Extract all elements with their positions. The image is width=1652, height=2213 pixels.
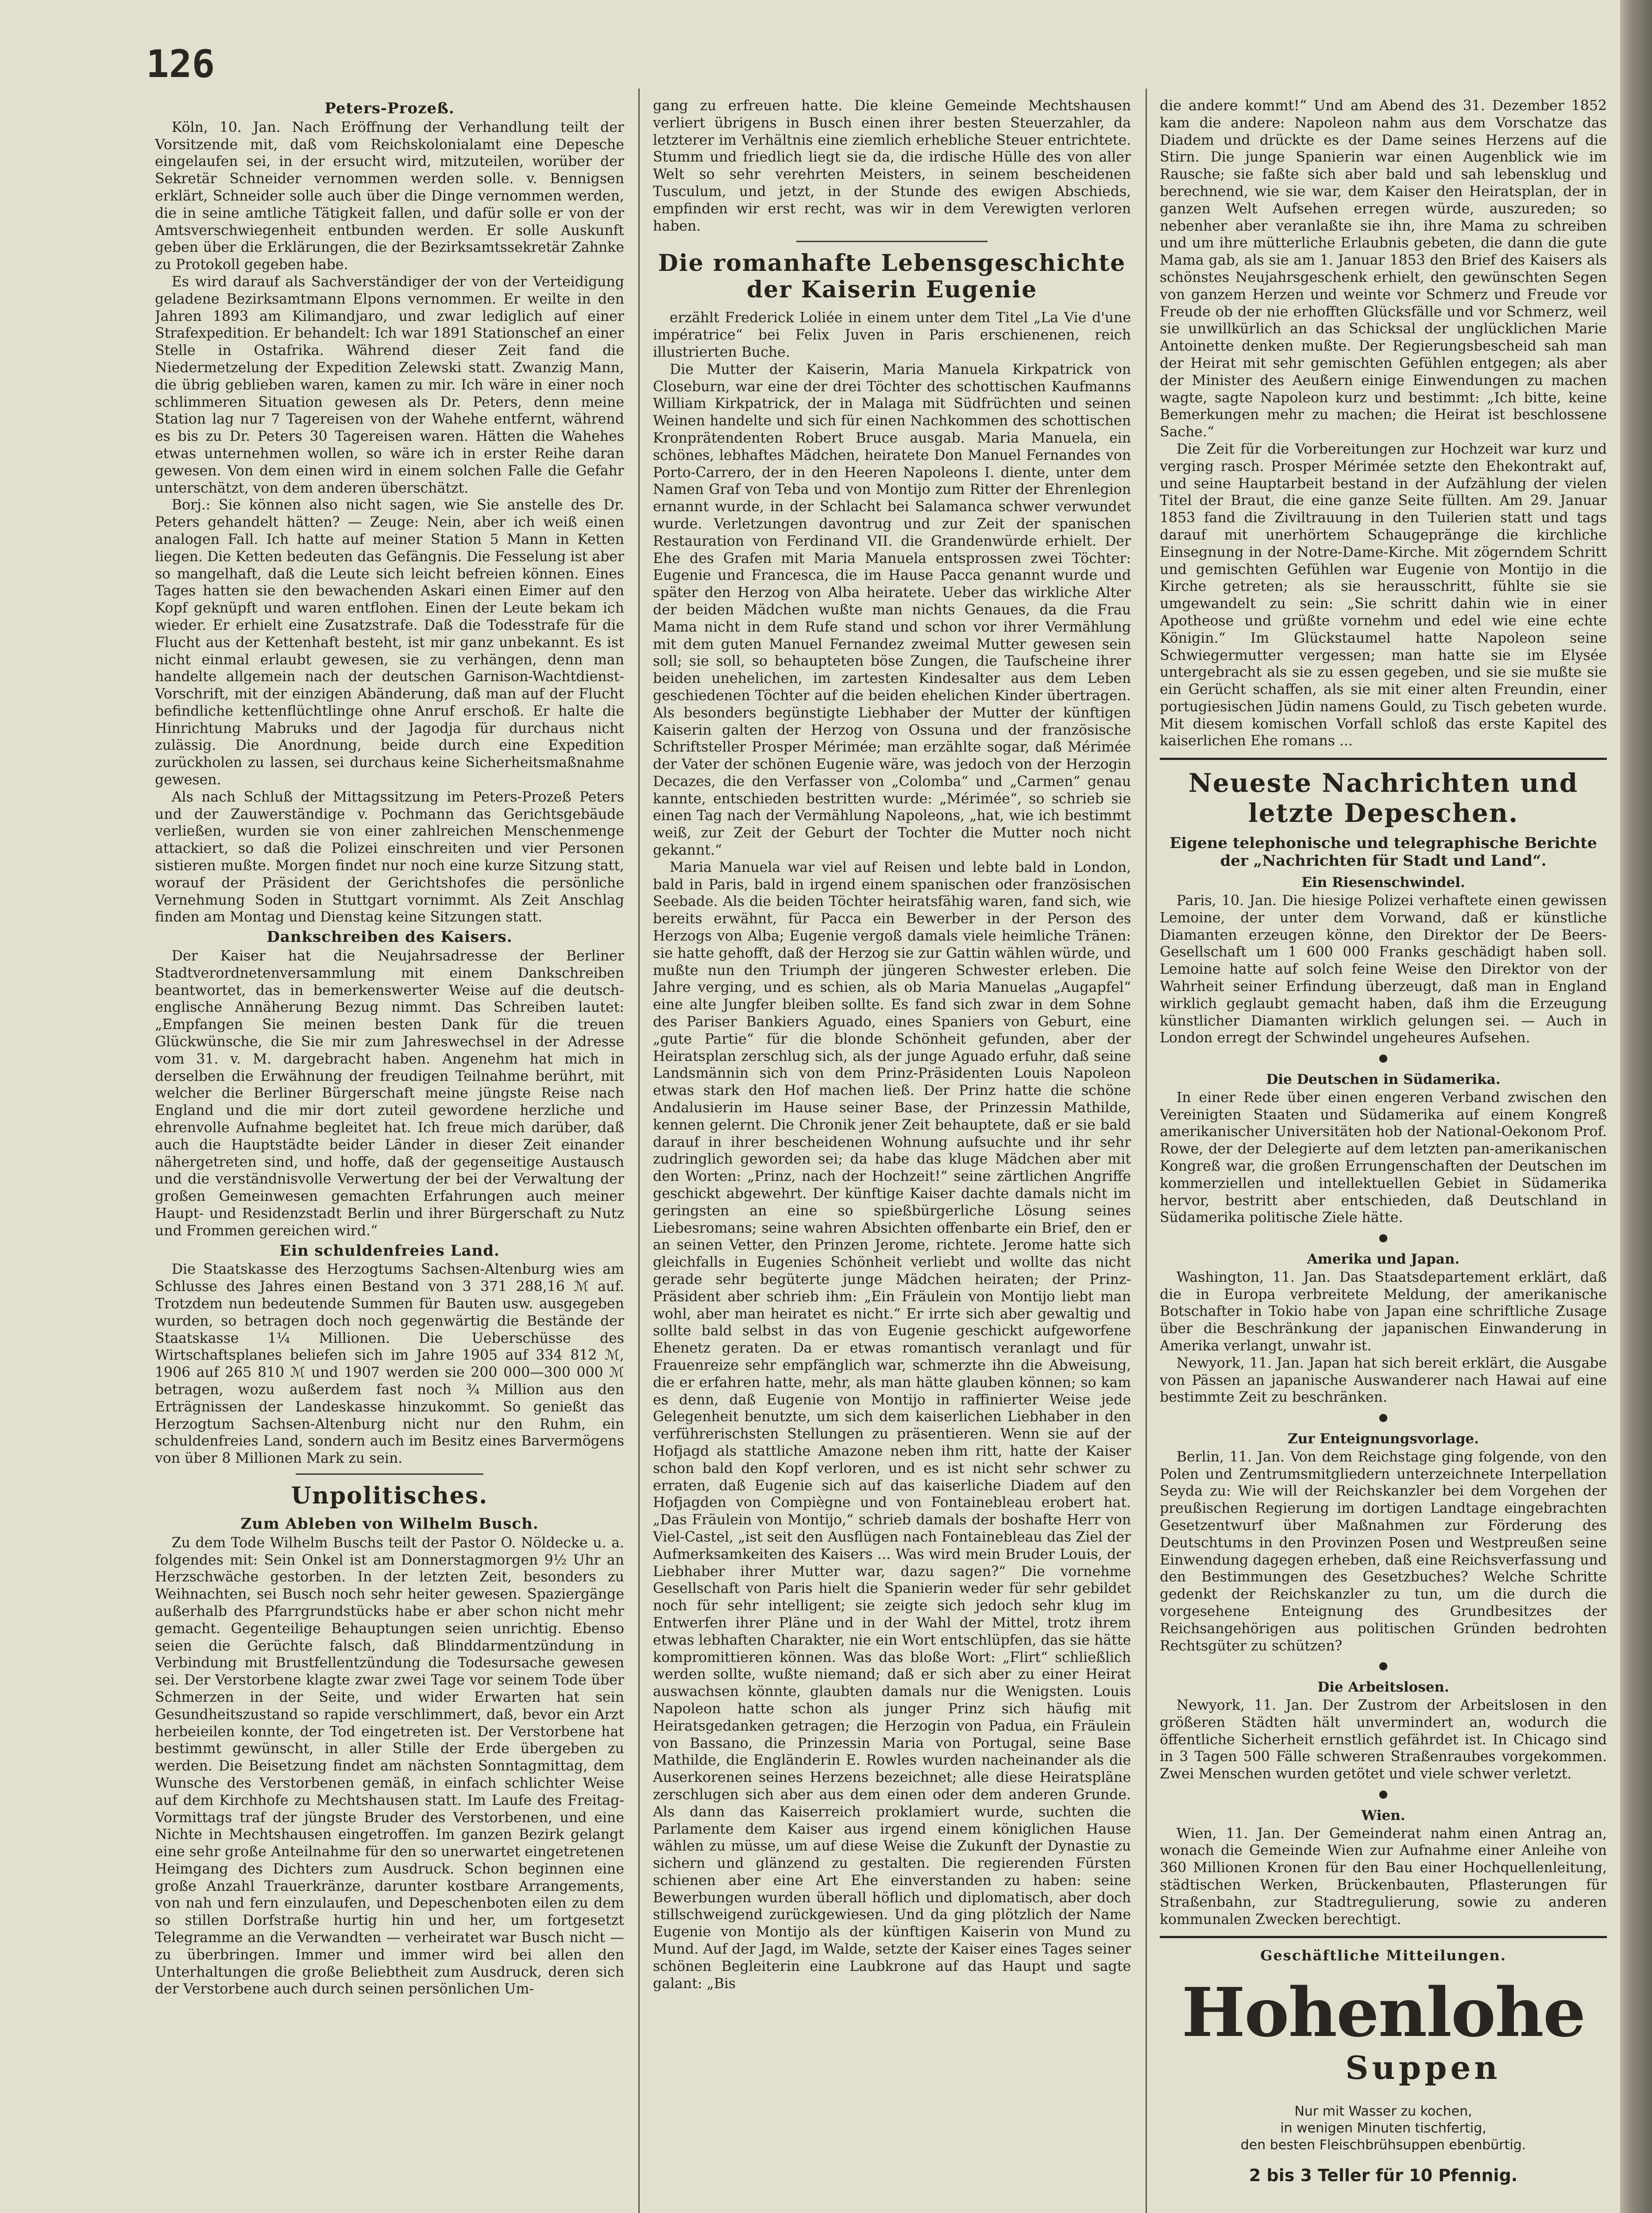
article-paragraph: Als nach Schluß der Mittagssitzung im Peters-Prozeß Peters und der Zauwerständige v. Pochmann das Gerichtsgebäude verließen, wurden sie von einer zahlreichen Menschenmenge attackiert, so daß die Polizei einschreiten und vier Personen sistieren mußte. Morgen findet nur noch eine kurze Sitzung statt, worauf der Präsident der Gerichtshofes die persönliche Vernehmung Soden in Stuttgart vornimmt. Als Zeit Anschlag finden am Montag und Dienstag keine Sitzungen statt. bbox=[155, 789, 624, 925]
article-paragraph: Es wird darauf als Sachverständiger der von der Verteidigung geladene Bezirksamtmann Elpons vernommen. Er weilte in den Jahren 1893 am Kilimandjaro, und zwar lediglich auf einer Strafexpedition. Er behandelt: Ich war 1891 Stationschef an einer Stelle in Ostafrika. Während dieser Zeit fand die Niedermetzelung der Expedition Zelewski statt. Zwanzig Mann, die übrig geblieben waren, kamen zu mir. Ich wäre in einer noch schlimmeren Situation gewesen als Dr. Peters, denn meine Station lag nur 7 Tagereisen von der Wahehe entfernt, während es bis zu Dr. Peters 30 Tagereisen waren. Hätten die Wahehes etwas unternehmen wollen, so wäre ich in erster Reihe daran gewesen. Von dem einen wird in einem solchen Falle die Gefahr unterschätzt, von dem anderen überschätzt. bbox=[155, 274, 624, 496]
article-paragraph: Borj.: Sie können also nicht sagen, wie Sie anstelle des Dr. Peters gehandelt hätten? — Zeuge: Nein, aber ich weiß einen analogen Fall. Ich hatte auf meiner Station 5 Mann in Ketten liegen. Die Ketten bedeuten das Gefängnis. Die Fesselung ist aber so mangelhaft, daß die Leute sich leicht befreien können. Eines Tages hatten sie den bewachenden Askari einen Eimer auf den Kopf geknüpft und waren entflohen. Einen der Leute bekam ich wieder. Er erhielt eine Zusatzstrafe. Daß die Todesstrafe für die Flucht aus der Kettenhaft besteht, ist mir ganz unbekannt. Es ist nicht einmal erlaubt gewesen, sie zu verhängen, denn man handelte allgemein nach der deutschen Garnison-Wachtdienst-Vorschrift, mit der einzigen Abänderung, daß man auf der Flucht befindliche kettenflüchtlinge ohne Anruf erschoß. Er halte die Hinrichtung Mabruks und der Jagodja für durchaus nicht zulässig. Die Anordnung, beide durch eine Expedition zurückholen zu lassen, sei durchaus keine Sicherheitsmaßnahme gewesen. bbox=[155, 497, 624, 788]
separator-dot: ● bbox=[1378, 1787, 1388, 1800]
divider bbox=[1160, 1936, 1607, 1938]
heading-wien: Wien. bbox=[1361, 1807, 1405, 1824]
article-paragraph: In einer Rede über einen engeren Verband zwischen den Vereinigten Staaten und Südamerika auf einem Kongreß amerikanischer Universitäten hob der National-Oekonom Prof. Rowe, der der Delegierte auf dem letzten pan-amerikanischen Kongreß war, die großen Errungenschaften der Deutschen im kommerziellen und intellektuellen Gebiet in Südamerika hervor, bestritt aber entschieden, daß Deutschland in Südamerika politische Ziele hätte. bbox=[1160, 1089, 1607, 1226]
article-paragraph: erzählt Frederick Loliée in einem unter dem Titel „La Vie d'une impératrice“ bei Felix Juven in Paris erschienenen, reich illustrierten Buche. bbox=[653, 310, 1131, 360]
article-paragraph: Wien, 11. Jan. Der Gemeinderat nahm einen Antrag an, wonach die Gemeinde Wien zur Aufnahme einer Anleihe von 360 Millionen Kronen für den Bau einer Hochquellenleitung, städtischen Werken, Brückenbauten, Pflasterungen für Straßenbahn, zur Stadtregulierung, sowie zu anderen kommunalen Zwecken berechtigt. bbox=[1160, 1825, 1607, 1928]
heading-dankschreiben: Dankschreiben des Kaisers. bbox=[266, 928, 513, 946]
heading-neueste-nachrichten: Neueste Nachrichten und letzte Depeschen. bbox=[1188, 768, 1579, 829]
article-paragraph: Zu dem Tode Wilhelm Buschs teilt der Pastor O. Nöldecke u. a. folgendes mit: Sein Onkel ist am Donnerstagmorgen 9½ Uhr an Herzschwäche gestorben. In der letzten Zeit, besonders zu Weihnachten, sei Busch noch sehr heiter gewesen. Spaziergänge außerhalb des Pfarrgrundstücks habe er aber schon nicht mehr gemacht. Gegenteilige Behauptungen seien unrichtig. Ebenso seien die Gerüchte falsch, daß Blinddarmentzündung in Verbindung mit Brustfellentzündung die Todesursache gewesen sei. Der Verstorbene klagte zwar zwei Tage vor seinem Tode über Schmerzen in der Seite, und wider Erwarten hat sein Gesundheitszustand so rapide verschlimmert, daß, bevor ein Arzt herbeieilen konnte, der Tod eingetreten ist. Der Verstorbene hat bestimmt gewünscht, in aller Stille der Erde übergeben zu werden. Die Beisetzung findet am nächsten Sonntagmittag, dem Wunsche des Verstorbenen gemäß, in einfach schlichter Weise auf dem Kirchhofe zu Mechtshausen statt. Im Laufe des Freitag-Vormittags traf der jüngste Bruder des Verstorbenen, und eine Nichte in Mechtshausen eingetroffen. Im ganzen Bezirk gelangt eine sehr große Anteilnahme für den so unerwartet eingetretenen Heimgang des Dichters zum Ausdruck. Schon beginnen eine große Anzahl Trauerkränze, darunter kostbare Arrangements, von nah und fern einzulaufen, und Depeschenboten eilen zu dem so stillen Dorfstraße hurtig hin und her, um fortgesetzt Telegramme an die Verwandten — verheiratet war Busch nicht — zu überbringen. Immer und immer wird bei allen den Unterhaltungen die große Beliebtheit zum Ausdruck, deren sich der Verstorbene auch durch seinen persönlichen Um- bbox=[155, 1534, 624, 1997]
article-paragraph: Washington, 11. Jan. Das Staatsdepartement erklärt, daß die in Europa verbreitete Meldung, der amerikanische Botschafter in Tokio habe von Japan eine schriftliche Zusage über die Beschränkung der japanischen Einwanderung in Amerika verlangt, unwahr ist. bbox=[1160, 1269, 1607, 1354]
article-paragraph: Die Zeit für die Vorbereitungen zur Hochzeit war kurz und verging rasch. Prosper Mérimée setzte den Ehekontrakt auf, und seine Hauptarbeit bestand in der Aufzählung der vielen Titel der Braut, die eine ganze Seite füllten. Am 29. Januar 1853 fand die Ziviltrauung in den Tuilerien statt und tags darauf mit unerhörtem Schaugepränge die kirchliche Einsegnung in der Notre-Dame-Kirche. Mit zögerndem Schritt und gemischten Gefühlen war Eugenie von Montijo in die Kirche getreten; als sie herausschritt, fühlte sie sie umgewandelt zu sein: „Sie schritt dahin wie in einer Apotheose und grüßte vornehm und edel wie eine echte Königin.“ Im Glückstaumel hatte Napoleon seine Schwiegermutter vergessen; man hatte sie im Elysée untergebracht als sie zu essen gegeben, und sie sie mußte sie ein Gerücht schaffen, als sie mit einer alten Freundin, einer portugiesischen Jüdin namens Gould, zu Tisch gebeten wurde. Mit diesem komischen Vorfall schloß das erste Kapitel des kaiserlichen Ehe romans ... bbox=[1160, 441, 1607, 749]
article-paragraph: Maria Manuela war viel auf Reisen und lebte bald in London, bald in Paris, bald in irgend einem spanischen oder französischen Seebade. Als die beiden Töchter heiratsfähig waren, fand sich, wie bereits erwähnt, für Pacca ein Bewerber in der Person des Herzogs von Alba; Eugenie vergoß damals viele heimliche Tränen: sie hatte gehofft, daß der Herzog sie zur Gattin wählen würde, und mußte nun den Triumph der jüngeren Schwester erleben. Die Jahre verging, und es schien, als ob Maria Manuelas „Augapfel“ eine alte Jungfer bleiben sollte. Es fand sich zwar in dem Sohne des Pariser Bankiers Aguado, eines Spaniers von Geburt, eine „gute Partie“ für die blonde Schönheit gefunden, aber der Heiratsplan zerschlug sich, als der junge Aguado erfuhr, daß seine Landsmännin sich von dem Prinz-Präsidenten Louis Napoleon etwas stark den Hof machen ließ. Der Prinz hatte die schöne Andalusierin im Hause seiner Base, der Prinzessin Mathilde, kennen gelernt. Die Chronik jener Zeit behauptete, daß er sie bald darauf in ihrer bescheidenen Wohnung aufsuchte und ihr sehr zudringlich geworden sei; da habe das kluge Mädchen aber mit den Worten: „Prinz, nach der Hochzeit!“ seine zärtlichen Angriffe geschickt abgewehrt. Der künftige Kaiser dachte damals nicht im geringsten an eine so spießbürgerliche Lösung seines Liebesromans; seine wahren Absichten offenbarte ein Brief, den er an seinen Vetter, den Prinzen Jerome, richtete. Jerome hatte sich gleichfalls in Eugenies Schönheit verliebt und wollte das nicht gerade sehr begüterte junge Mädchen heiraten; der Prinz-Präsident aber schrieb ihm: „Ein Fräulein von Montijo liebt man wohl, aber man heiratet es nicht.“ Er irrte sich aber gewaltig und sollte bald selbst in das von Eugenie geschickt aufgeworfene Ehenetz geraten. Da er etwas romantisch veranlagt und für Frauenreize sehr empfänglich war, schmerzte ihn die Abweisung, die er erfahren hatte, mehr, als man hätte glauben können; so kam es denn, daß Eugenie von Montijo in raffinierter Weise jede Gelegenheit benutzte, um sich dem kaiserlichen Liebhaber in den verführerischsten Stellungen zu präsentieren. Wenn sie auf der Hofjagd als stattliche Amazone neben ihm ritt, hatte der Kaiser schon bald den Kopf verloren, und es ist nicht sehr schwer zu erraten, daß Eugenie sich auf das kaiserliche Diadem auf den Hofjagden von Compiègne und von Fontainebleau erobert hat. „Das Fräulein von Montijo,“ schrieb damals der boshafte Herr von Viel-Castel, „ist seit den Ausflügen nach Fontainebleau das Ziel der Aufmerksamkeiten des Kaisers ... Was wird mein Bruder Louis, der Liebhaber ihrer Mutter war, dazu sagen?“ Die vornehme Gesellschaft von Paris hielt die Spanierin weder für sehr gebildet noch für sehr intelligent; sie zeigte sich jedoch sehr klug im Entwerfen ihrer Pläne und in der Wahl der Mittel, trotz ihrem etwas lebhaften Charakter, nie ein Wort entschlüpfen, das sie hätte kompromittieren können. Was das bloße Wort: „Flirt“ schließlich werden sollte, wußte niemand; daß er sich aber zu einer Heirat auswachsen könnte, glaubten damals nur die Wenigsten. Louis Napoleon hatte schon als junger Prinz sich häufig mit Heiratsgedanken getragen; die Herzogin von Padua, ein Fräulein von Bassano, die Prinzessin Maria von Portugal, seine Base Mathilde, die Engländerin E. Rowles wurden nacheinander als die Auserkorenen seines Herzens bezeichnet; alle diese Heiratspläne zerschlugen sich aber aus dem einen oder dem anderen Grunde. Als dann das Kaiserreich proklamiert wurde, suchten die Parlamente dem Kaiser aus irgend einem königlichen Hause wählen zu müsse, um auf diese Weise die Zukunft der Dynastie zu sichern und glänzend zu gestalten. Die regierenden Fürsten schienen aber eine Art Ehe einverstanden zu haben: seine Bewerbungen wurden überall höflich und diplomatisch, aber doch stillschweigend zurückgewiesen. Und da ging plötzlich der Name Eugenie von Montijo als der künftigen Kaiserin von Mund zu Mund. Auf der Jagd, im Walde, setzte der Kaiser eines Tages seiner schönen Begleiterin eine Laubkrone auf das Haupt und sagte galant: „Bis bbox=[653, 859, 1131, 1992]
ad-brand: Hohenlohe bbox=[1181, 1973, 1585, 2052]
subheading-berichte: Eigene telephonische und telegraphische Berichte der „Nachrichten für Stadt und Land“. bbox=[1170, 834, 1597, 870]
column-rule bbox=[1146, 89, 1147, 2213]
divider bbox=[296, 1473, 483, 1475]
divider bbox=[796, 241, 988, 242]
heading-arbeitslose: Die Arbeitslosen. bbox=[1317, 1679, 1449, 1696]
article-paragraph: Köln, 10. Jan. Nach Eröffnung der Verhandlung teilt der Vorsitzende mit, daß vom Reichskolonialamt eine Depesche eingelaufen sei, in der ersucht wird, mitzuteilen, worüber der Sekretär Schneider vernommen werden solle. v. Bennigsen erklärt, Schneider solle auch über die Dinge vernommen werden, die in seine amtliche Tätigkeit fallen, und dafür solle er von der Amtsverschwiegenheit entbunden werden. Er solle Auskunft geben über die Erklärungen, die der Bezirksamtssekretär Zahnke zu Protokoll gegeben habe. bbox=[155, 119, 624, 273]
column-rule bbox=[638, 89, 640, 2213]
heading-kaiserin-eugenie: Die romanhafte Lebensgeschichte der Kaiserin Eugenie bbox=[658, 250, 1126, 304]
page-number: 126 bbox=[146, 42, 215, 86]
heading-peters-prozess: Peters-Prozeß. bbox=[324, 100, 455, 117]
article-paragraph: die andere kommt!“ Und am Abend des 31. Dezember 1852 kam die andere: Napoleon nahm aus dem Vorschatze das Diadem und drückte es der Dame seines Herzens auf die Stirn. Die junge Spanierin war einen Augenblick wie im Rausche; sie faßte sich aber bald und sah lebensklug und berechnend, wie sie war, dem Kaiser den Heiratsplan, der in ganzen Welt Aufsehen erregen würde, auszureden; so nebenher aber veranlaßte sie ihn, ihre Mama zu schreiben und um ihre mütterliche Erlaubnis gebeten, die dann die gute Mama gab, als sie am 1. Januar 1853 den Brief des Kaisers als schönstes Neujahrsgeschenk erhielt, den gewünschten Segen von ganzem Herzen und weinte vor Schmerz und Freude vor Freude ob der nie erhofften Glücksfälle und vor Schmerz, weil sie unwillkürlich an das Schicksal der unglücklichen Marie Antoinette denken mußte. Der Regierungsbescheid sah man der Heirat mit sehr gemischten Gefühlen entgegen; als aber der Minister des Aeußern einige Einwendungen zu machen wagte, sagte Napoleon kurz und bestimmt: „Ich bitte, keine Bemerkungen mehr zu machen; die Heirat ist beschlossene Sache.“ bbox=[1160, 98, 1607, 440]
ad-line: Nur mit Wasser zu kochen, bbox=[1294, 2104, 1472, 2120]
heading-enteignung: Zur Enteignungsvorlage. bbox=[1288, 1430, 1479, 1447]
article-paragraph: Die Mutter der Kaiserin, Maria Manuela Kirkpatrick von Closeburn, war eine der drei Töchter des schottischen Kaufmanns William Kirkpatrick, der in Malaga mit Südfrüchten und seinen Weinen handelte und sich für einen Nachkommen des schottischen Kronprätendenten Robert Bruce ausgab. Maria Manuela, ein schönes, lebhaftes Mädchen, heiratete Don Manuel Fernandes von Porto-Carrero, der in den Heeren Napoleons I. diente, unter dem Namen Graf von Teba und von Montijo zum Ritter der Ehrenlegion ernannt wurde, in der Schlacht bei Salamanca schwer verwundet wurde. Verletzungen davontrug und zur Zeit der spanischen Restauration von Ferdinand VII. die Grandenwürde erhielt. Der Ehe des Grafen mit Maria Manuela entsprossen zwei Töchter: Eugenie und Francesca, die im Hause Pacca genannt wurde und später den Herzog von Alba heiratete. Ueber das wirkliche Alter der beiden Mädchen wußte man nichts Genaues, da die Frau Mama nicht in dem Rufe stand und schon vor ihrer Vermählung mit dem guten Manuel Fernandez zweimal Mutter gewesen sein soll; sie soll, so behaupteten böse Zungen, die Taufscheine ihrer beiden unehelichen, im zartesten Kindesalter aus dem Leben geschiedenen Töchter auf die beiden ehelichen Kinder übertragen. Als besonders begünstigte Liebhaber der Mutter der künftigen Kaiserin galten der Herzog von Ossuna und der französische Schriftsteller Prosper Mérimée; man erzählte sogar, daß Mérimée der Vater der schönen Eugenie wäre, was jedoch von der Herzogin Decazes, die den Verfasser von „Colomba“ und „Carmen“ genau kannte, entschieden bestritten wurde: „Mérimée“, so schrieb sie einen Tag nach der Vermählung Napoleons, „hat, wie ich bestimmt weiß, zur Zeit der Geburt der Tochter die Mutter noch nicht gekannt.“ bbox=[653, 361, 1131, 859]
separator-dot: ● bbox=[1378, 1659, 1388, 1672]
separator-dot: ● bbox=[1378, 1231, 1388, 1244]
ad-price: 2 bis 3 Teller für 10 Pfennig. bbox=[1249, 2166, 1518, 2186]
heading-riesenschwindel: Ein Riesenschwindel. bbox=[1301, 875, 1465, 891]
ad-line: in wenigen Minuten tischfertig, bbox=[1280, 2120, 1486, 2136]
article-paragraph: Newyork, 11. Jan. Japan hat sich bereit erklärt, die Ausgabe von Pässen an japanische Auswanderer nach Hawai auf eine bestimmte Zeit zu beschränken. bbox=[1160, 1355, 1607, 1406]
page-edge bbox=[1620, 0, 1652, 2213]
heading-unpolitisches: Unpolitisches. bbox=[291, 1482, 488, 1509]
column-1 bbox=[155, 97, 624, 2213]
heading-busch: Zum Ableben von Wilhelm Busch. bbox=[240, 1515, 539, 1533]
heading-schuldenfreies-land: Ein schuldenfreies Land. bbox=[279, 1241, 500, 1260]
article-paragraph: Der Kaiser hat die Neujahrsadresse der Berliner Stadtverordnetenversammlung mit einem Dankschreiben beantwortet, das in bemerkenswerter Weise auf die deutsch-englische Annäherung Bezug nimmt. Das Schreiben lautet: „Empfangen Sie meinen besten Dank für die treuen Glückwünsche, die Sie mir zum Jahreswechsel in der Adresse vom 31. v. M. dargebracht haben. Angenehm hat mich in derselben die Erwähnung der freudigen Teilnahme berührt, mit welcher die Berliner Bürgerschaft meine jüngste Reise nach England und die mir dort zuteil gewordene herzliche und ehrenvolle Aufnahme begleitet hat. Ich freue mich darüber, daß auch die Hauptstädte beider Länder in dieser Zeit einander nähergetreten sind, und hoffe, daß der gegenseitige Austausch und die verständnisvolle Verwertung der bei der Verwaltung der großen Gemeinwesen gemachten Erfahrungen auch meiner Haupt- und Residenzstadt Berlin und ihrer Bürgerschaft zu Nutz und Frommen gereichen wird.“ bbox=[155, 948, 624, 1239]
advertisement bbox=[1160, 1947, 1607, 2184]
ad-label: Geschäftliche Mitteilungen. bbox=[1260, 1947, 1506, 1964]
separator-dot: ● bbox=[1378, 1052, 1388, 1064]
article-paragraph: Newyork, 11. Jan. Der Zustrom der Arbeitslosen in den größeren Städten hält unvermindert an, wodurch die öffentliche Sicherheit ernstlich gefährdet ist. In Chicago sind in 3 Tagen 500 Fälle schweren Straßenraubes vorgekommen. Zwei Menschen wurden getötet und viele schwer verletzt. bbox=[1160, 1697, 1607, 1782]
article-paragraph: Berlin, 11. Jan. Von dem Reichstage ging folgende, von den Polen und Zentrumsmitgliedern unterzeichnete Interpellation Seyda zu: Wie will der Reichskanzler bei dem Vorgehen der preußischen Regierung im dortigen Landtage eingebrachten Gesetzentwurf über Maßnahmen zur Förderung des Deutschtums in den Provinzen Posen und Westpreußen seine Einwendung dagegen erheben, daß eine Reichsverfassung und den Bestimmungen des Gesetzbuches? Welche Schritte gedenkt der Reichskanzler zu tun, um die durch die vorgesehene Enteignung des Grundbesitzes der Reichsangehörigen aus politischen Gründen bedrohten Rechtsgüter zu schützen? bbox=[1160, 1449, 1607, 1654]
divider bbox=[1160, 758, 1607, 760]
heading-suedamerika: Die Deutschen in Südamerika. bbox=[1266, 1072, 1501, 1088]
column-2 bbox=[653, 97, 1131, 2213]
heading-amerika-japan: Amerika und Japan. bbox=[1307, 1251, 1460, 1268]
separator-dot: ● bbox=[1378, 1411, 1388, 1424]
column-3 bbox=[1160, 97, 1607, 2213]
ad-line: den besten Fleischbrühsuppen ebenbürtig. bbox=[1240, 2137, 1526, 2153]
article-paragraph: gang zu erfreuen hatte. Die kleine Gemeinde Mechtshausen verliert übrigens in Busch einen ihrer besten Steuerzahler, da letzterer im Verhältnis eine ziemlich erhebliche Steuer entrichtete. Stumm und friedlich liegt sie da, die irdische Hülle des von aller Welt so sehr verehrten Meisters, in seinem bescheidenen Tusculum, und jetzt, in der Stunde des ewigen Abschieds, empfinden wir erst recht, was wir in dem Verewigten verloren haben. bbox=[653, 98, 1131, 234]
article-paragraph: Paris, 10. Jan. Die hiesige Polizei verhaftete einen gewissen Lemoine, der unter dem Vorwand, daß er künstliche Diamanten erzeugen könne, den Direktor der De Beers-Gesellschaft um 1 600 000 Franks geschädigt haben soll. Lemoine hatte auf solch feine Weise den Direktor von der Wahrheit seiner Erfindung überzeugt, daß man in England wirklich geglaubt gemacht haben, daß ihm die Erzeugung künstlicher Diamanten wirklich gelungen sei. — Auch in London erregt der Schwindel ungeheures Aufsehen. bbox=[1160, 893, 1607, 1046]
article-paragraph: Die Staatskasse des Herzogtums Sachsen-Altenburg wies am Schlusse des Jahres einen Bestand von 3 371 288,16 ℳ auf. Trotzdem nun bedeutende Summen für Bauten usw. ausgegeben wurden, so betragen doch noch gegenwärtig die Bestände der Staatskasse 1¼ Millionen. Die Ueberschüsse des Wirtschaftsplanes beliefen sich im Jahre 1905 auf 334 812 ℳ, 1906 auf 265 810 ℳ und 1907 werden sie 200 000—300 000 ℳ betragen, wozu außerdem fast noch ¾ Million aus den Erträgnissen der Landeskasse hinzukommt. So genießt das Herzogtum Sachsen-Altenburg nicht nur den Ruhm, ein schuldenfreies Land, sondern auch im Besitz eines Barvermögens von über 8 Millionen Mark zu sein. bbox=[155, 1261, 624, 1467]
ad-product: Suppen bbox=[1345, 2049, 1501, 2087]
